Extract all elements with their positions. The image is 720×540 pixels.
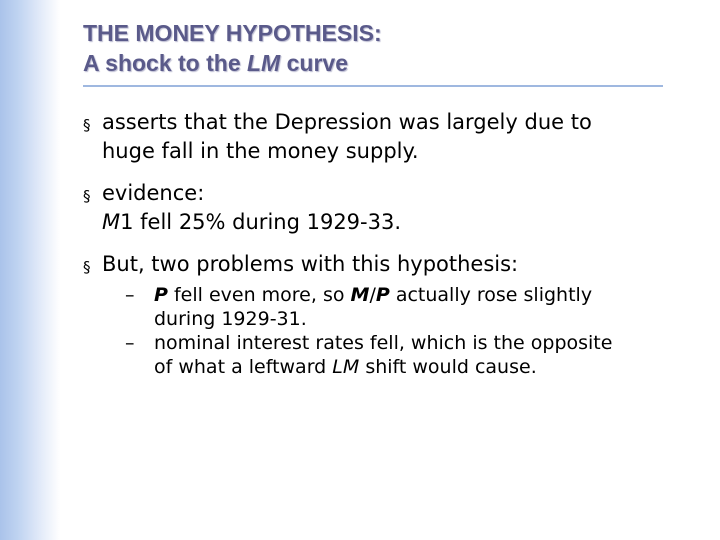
- bullet-text-line-2: huge fall in the money supply.: [102, 139, 419, 163]
- bullet-text-line-1: asserts that the Depression was largely due to: [102, 110, 592, 134]
- bullet-text-line-2: [102, 208, 683, 237]
- title-line-2-suffix: curve: [280, 50, 348, 76]
- bullet-marker: §: [83, 116, 91, 134]
- slash: /: [369, 284, 376, 306]
- title-lm-italic: LM: [247, 50, 281, 76]
- sub-bullet-dash: –: [125, 332, 135, 354]
- sub-text: shift would cause.: [359, 356, 537, 378]
- lm-italic: LM: [332, 356, 360, 378]
- slide-body: [83, 108, 683, 392]
- bullet-two-problems: [83, 250, 683, 379]
- sub-bullet-dash: –: [125, 284, 135, 306]
- left-gradient-band: [0, 0, 60, 540]
- slide-title: [83, 18, 683, 78]
- p-bold-italic: P: [154, 284, 168, 306]
- bullet-text-line-1: evidence:: [102, 181, 205, 205]
- title-line-2: [83, 48, 683, 78]
- bullet-depression-cause: [83, 108, 683, 166]
- sub-text: actually rose slightly: [389, 284, 593, 306]
- bullet-marker: §: [83, 258, 91, 276]
- sub-bullet-line-1: nominal interest rates fell, which is the opposite: [154, 332, 613, 354]
- m-italic: M: [102, 210, 121, 234]
- bullet-text-line-1: But, two problems with this hypothesis:: [102, 252, 519, 276]
- sub-bullet-list: [121, 283, 683, 379]
- sub-bullet-line-2: during 1929-31.: [154, 308, 307, 330]
- bullet-evidence: [83, 179, 683, 237]
- title-underline: [83, 85, 663, 87]
- sub-bullet-line-1: [154, 283, 683, 307]
- sub-text: fell even more, so: [167, 284, 351, 306]
- title-line-1: THE MONEY HYPOTHESIS:: [83, 20, 382, 46]
- evidence-text: 1 fell 25% during 1929-33.: [120, 210, 402, 234]
- bullet-marker: §: [83, 187, 91, 205]
- title-line-2-prefix: A shock to the: [83, 50, 247, 76]
- sub-bullet-price-level: [121, 283, 683, 331]
- p-bold-italic: P: [375, 284, 390, 306]
- sub-text: of what a leftward: [154, 356, 333, 378]
- sub-bullet-interest-rates: [121, 331, 683, 379]
- m-bold-italic: M: [350, 284, 370, 306]
- sub-bullet-line-2: [154, 355, 683, 379]
